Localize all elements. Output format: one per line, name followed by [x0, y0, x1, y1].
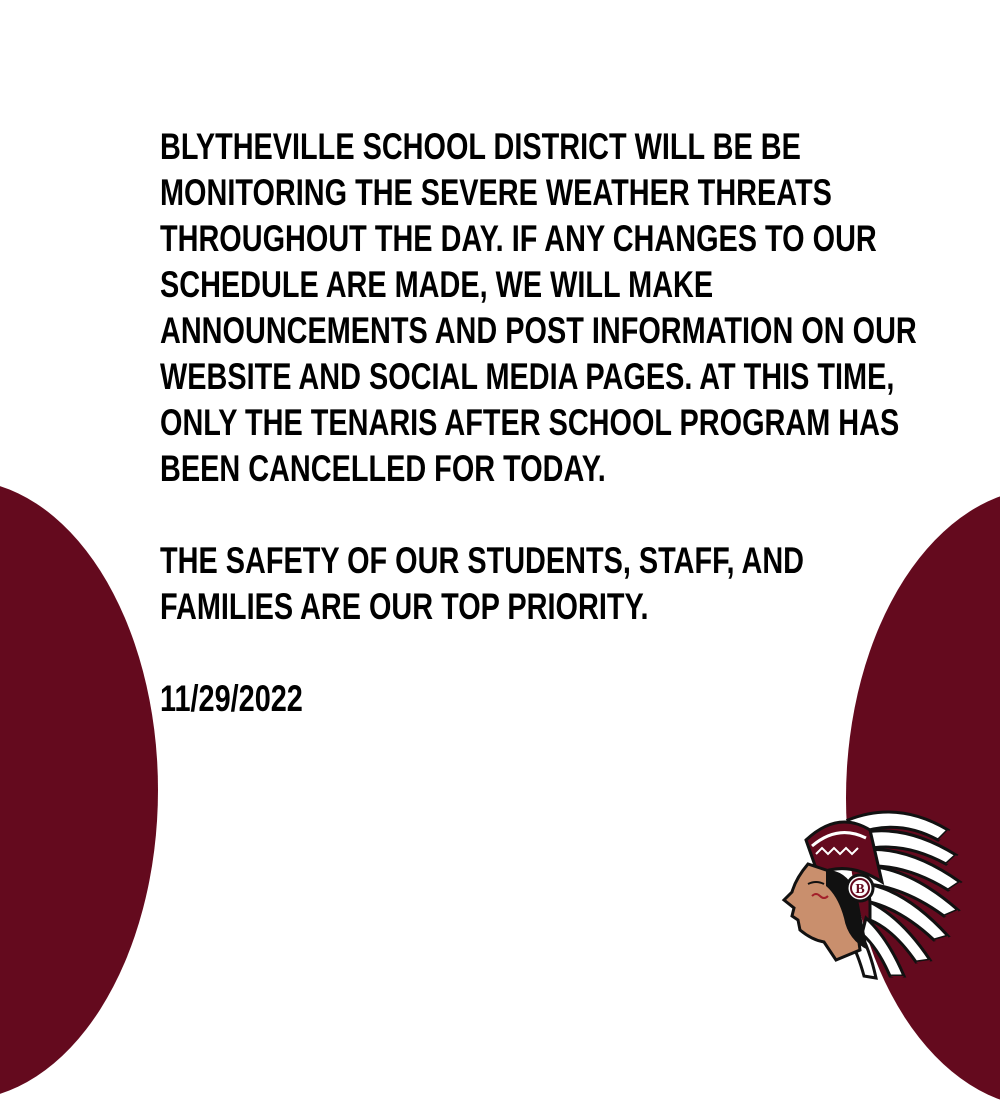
- text-line: WEBSITE AND SOCIAL MEDIA PAGES. AT THIS TIME,: [160, 356, 895, 397]
- text-line: BEEN CANCELLED FOR TODAY.: [160, 448, 606, 489]
- text-line: BLYTHEVILLE SCHOOL DISTRICT WILL BE BE: [160, 126, 801, 167]
- maroon-arc-left: [0, 480, 158, 1100]
- text-line: FAMILIES ARE OUR TOP PRIORITY.: [160, 586, 649, 627]
- text-line: ANNOUNCEMENTS AND POST INFORMATION ON OUR: [160, 310, 917, 351]
- school-mascot-headdress-logo-icon: [778, 800, 968, 980]
- text-line: ONLY THE TENARIS AFTER SCHOOL PROGRAM HAS: [160, 402, 900, 443]
- announcement-paragraph-2: [160, 538, 878, 630]
- text-line: MONITORING THE SEVERE WEATHER THREATS: [160, 172, 832, 213]
- announcement-paragraph-1: [160, 124, 917, 492]
- svg-text:B: B: [855, 882, 865, 897]
- text-line: THROUGHOUT THE DAY. IF ANY CHANGES TO OUR: [160, 218, 877, 259]
- text-line: SCHEDULE ARE MADE, WE WILL MAKE: [160, 264, 714, 305]
- announcement-text: [160, 124, 917, 722]
- announcement-date: 11/29/2022: [160, 678, 303, 719]
- spacer: [160, 492, 878, 538]
- text-line: THE SAFETY OF OUR STUDENTS, STAFF, AND: [160, 540, 805, 581]
